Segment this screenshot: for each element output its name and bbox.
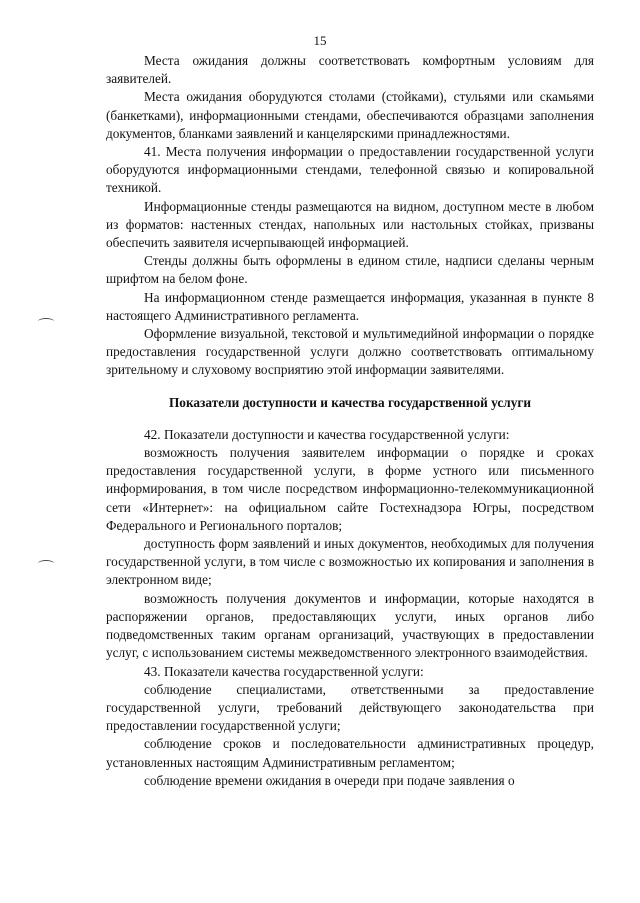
paragraph: 41. Места получения информации о предоставлении государственной услуги оборудуются информационными стендами, телефонной связью и копировальной техникой. bbox=[106, 144, 594, 196]
document-body bbox=[106, 52, 594, 790]
page-number: 15 bbox=[313, 33, 327, 48]
paragraph: Стенды должны быть оформлены в едином стиле, надписи сделаны черным шрифтом на белом фоне. bbox=[106, 253, 594, 287]
paragraph: соблюдение времени ожидания в очереди при подаче заявления о bbox=[144, 772, 515, 788]
paragraph: Места ожидания должны соответствовать комфортным условиям для заявителей. bbox=[106, 53, 594, 87]
paragraph: соблюдение специалистами, ответственными за предоставление государственной услуги, требований действующего законодательства при предоставлении государственной услуги; bbox=[106, 681, 594, 734]
paragraph: доступность форм заявлений и иных документов, необходимых для получения государственной услуги, в том числе с возможностью их копирования и заполнения в электронном виде; bbox=[106, 536, 594, 588]
binding-hole-mark bbox=[38, 318, 54, 325]
binding-hole-mark bbox=[38, 560, 54, 567]
paragraph: возможность получения заявителем информации о порядке и сроках предоставления государственной услуги, в форме устного или письменного информирования, в том числе посредством информационно-телекоммуникационной сети «Интернет»: на официальном сайте Гостехнадзора Югры, посредством Федерального и Регионального порталов; bbox=[106, 445, 594, 533]
paragraph: 43. Показатели качества государственной услуги: bbox=[144, 663, 424, 679]
paragraph: Оформление визуальной, текстовой и мультимедийной информации о порядке предоставления государственной услуги должно соответствовать оптимальному зрительному и слуховому восприятию этой информации заявителями. bbox=[106, 326, 594, 378]
paragraph: Места ожидания оборудуются столами (стойками), стульями или скамьями (банкетками), информационными стендами, обеспечиваются образцами заполнения документов, бланками заявлений и канцелярскими принадлежностями. bbox=[106, 89, 594, 141]
paragraph: На информационном стенде размещается информация, указанная в пункте 8 настоящего Административного регламента. bbox=[106, 289, 594, 323]
paragraph: 42. Показатели доступности и качества государственной услуги: bbox=[144, 426, 510, 442]
paragraph: Информационные стенды размещаются на видном, доступном месте в любом из форматов: настенных стендах, напольных или настольных стойках, призваны обеспечить заявителя исчерпывающей информацией. bbox=[106, 198, 594, 251]
section-heading: Показатели доступности и качества государственной услуги bbox=[168, 394, 532, 410]
paragraph: возможность получения документов и информации, которые находятся в распоряжении органов, предоставляющих услуги, иных органов либо подведомственных таким органам организаций, участвующих в предоставлении услуг, с использованием системы межведомственного электронного взаимодействия. bbox=[106, 590, 594, 661]
paragraph: соблюдение сроков и последовательности административных процедур, установленных настоящим Административным регламентом; bbox=[106, 736, 594, 770]
